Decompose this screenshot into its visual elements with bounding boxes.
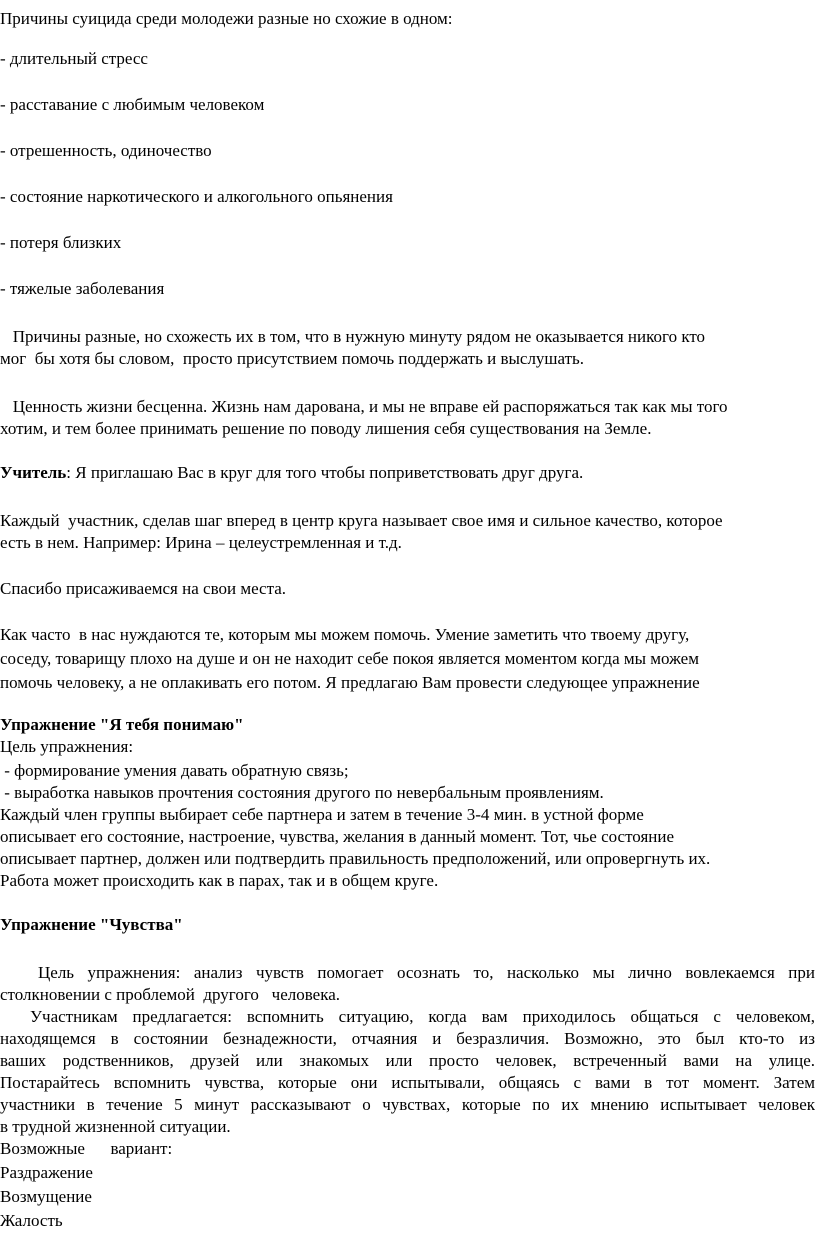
cause-item: - отрешенность, одиночество: [0, 141, 212, 160]
exercise-task-line: участники в течение 5 минут рассказывают о чувствах, которые по их мнению испытывает человек: [0, 1095, 815, 1114]
option-item: Раздражение: [0, 1163, 93, 1182]
option-item: Жалость: [0, 1211, 63, 1230]
exercise-title: Упражнение "Чувства": [0, 915, 183, 934]
help-paragraph-line: помочь человеку, а не оплакивать его потом. Я предлагаю Вам провести следующее упражнение: [0, 673, 700, 692]
teacher-line: [0, 462, 583, 484]
exercise-goal-line: столкновении с проблемой другого человека.: [0, 985, 341, 1004]
option-item: Возмущение: [0, 1187, 92, 1206]
participant-paragraph-line: есть в нем. Например: Ирина – целеустремленная и т.д.: [0, 533, 402, 552]
exercise-goal-item: - формирование умения давать обратную связь;: [0, 761, 349, 780]
exercise-goal-item: - выработка навыков прочтения состояния другого по невербальным проявлениям.: [0, 783, 604, 802]
cause-item: - потеря близких: [0, 233, 122, 252]
exercise-description-line: Каждый член группы выбирает себе партнера и затем в течение 3-4 мин. в устной форме: [0, 805, 644, 824]
exercise-task-line: ваших родственников, друзей или знакомых или просто человек, встреченный вами на улице.: [0, 1051, 815, 1070]
cause-item: - расставание с любимым человеком: [0, 95, 265, 114]
exercise-title: Упражнение "Я тебя понимаю": [0, 715, 244, 734]
cause-item: - тяжелые заболевания: [0, 279, 165, 298]
exercise-task-line: находящемся в состоянии безнадежности, отчаяния и безразличия. Возможно, это был кто-то из: [0, 1029, 815, 1048]
cause-item: - длительный стресс: [0, 49, 148, 68]
exercise-task-line: в трудной жизненной ситуации.: [0, 1117, 231, 1136]
participant-paragraph-line: Каждый участник, сделав шаг вперед в центр круга называет свое имя и сильное качество, которое: [0, 511, 723, 530]
help-paragraph-line: Как часто в нас нуждаются те, которым мы можем помочь. Умение заметить что твоему другу,: [0, 625, 690, 644]
exercise-description-line: описывает его состояние, настроение, чувства, желания в данный момент. Тот, чье состояние: [0, 827, 675, 846]
teacher-text: : Я приглашаю Вас в круг для того чтобы поприветствовать друг друга.: [66, 463, 584, 482]
intro-line: Причины суицида среди молодежи разные но схожие в одном:: [0, 9, 453, 28]
exercise-description-line: Работа может происходить как в парах, так и в общем круге.: [0, 871, 439, 890]
exercise-goal-label: Цель упражнения:: [0, 737, 134, 756]
exercise-task-line: Участникам предлагается: вспомнить ситуацию, когда вам приходилось общаться с человеком,: [30, 1007, 815, 1026]
exercise-description-line: описывает партнер, должен или подтвердить правильность предположений, или опровергнуть их.: [0, 849, 711, 868]
exercise-goal-line: Цель упражнения: анализ чувств помогает осознать то, насколько мы лично вовлекаемся при: [38, 963, 815, 982]
help-paragraph-line: соседу, товарищу плохо на душе и он не находит себе покоя является моментом когда мы можем: [0, 649, 699, 668]
reasons-paragraph-line: Причины разные, но схожесть их в том, что в нужную минуту рядом не оказывается никого кто: [0, 327, 706, 346]
value-paragraph-line: Ценность жизни бесценна. Жизнь нам дарована, и мы не вправе ей распоряжаться так как мы того: [0, 397, 728, 416]
exercise-task-line: Постарайтесь вспомнить чувства, которые они испытывали, общаясь с вами в тот момент. Затем: [0, 1073, 815, 1092]
cause-item: - состояние наркотического и алкогольного опьянения: [0, 187, 393, 206]
teacher-label: Учитель: [0, 463, 67, 482]
reasons-paragraph-line: мог бы хотя бы словом, просто присутствием помочь поддержать и выслушать.: [0, 349, 585, 368]
options-label: Возможные вариант:: [0, 1139, 173, 1158]
thanks-line: Спасибо присаживаемся на свои места.: [0, 579, 287, 598]
value-paragraph-line: хотим, и тем более принимать решение по поводу лишения себя существования на Земле.: [0, 419, 652, 438]
